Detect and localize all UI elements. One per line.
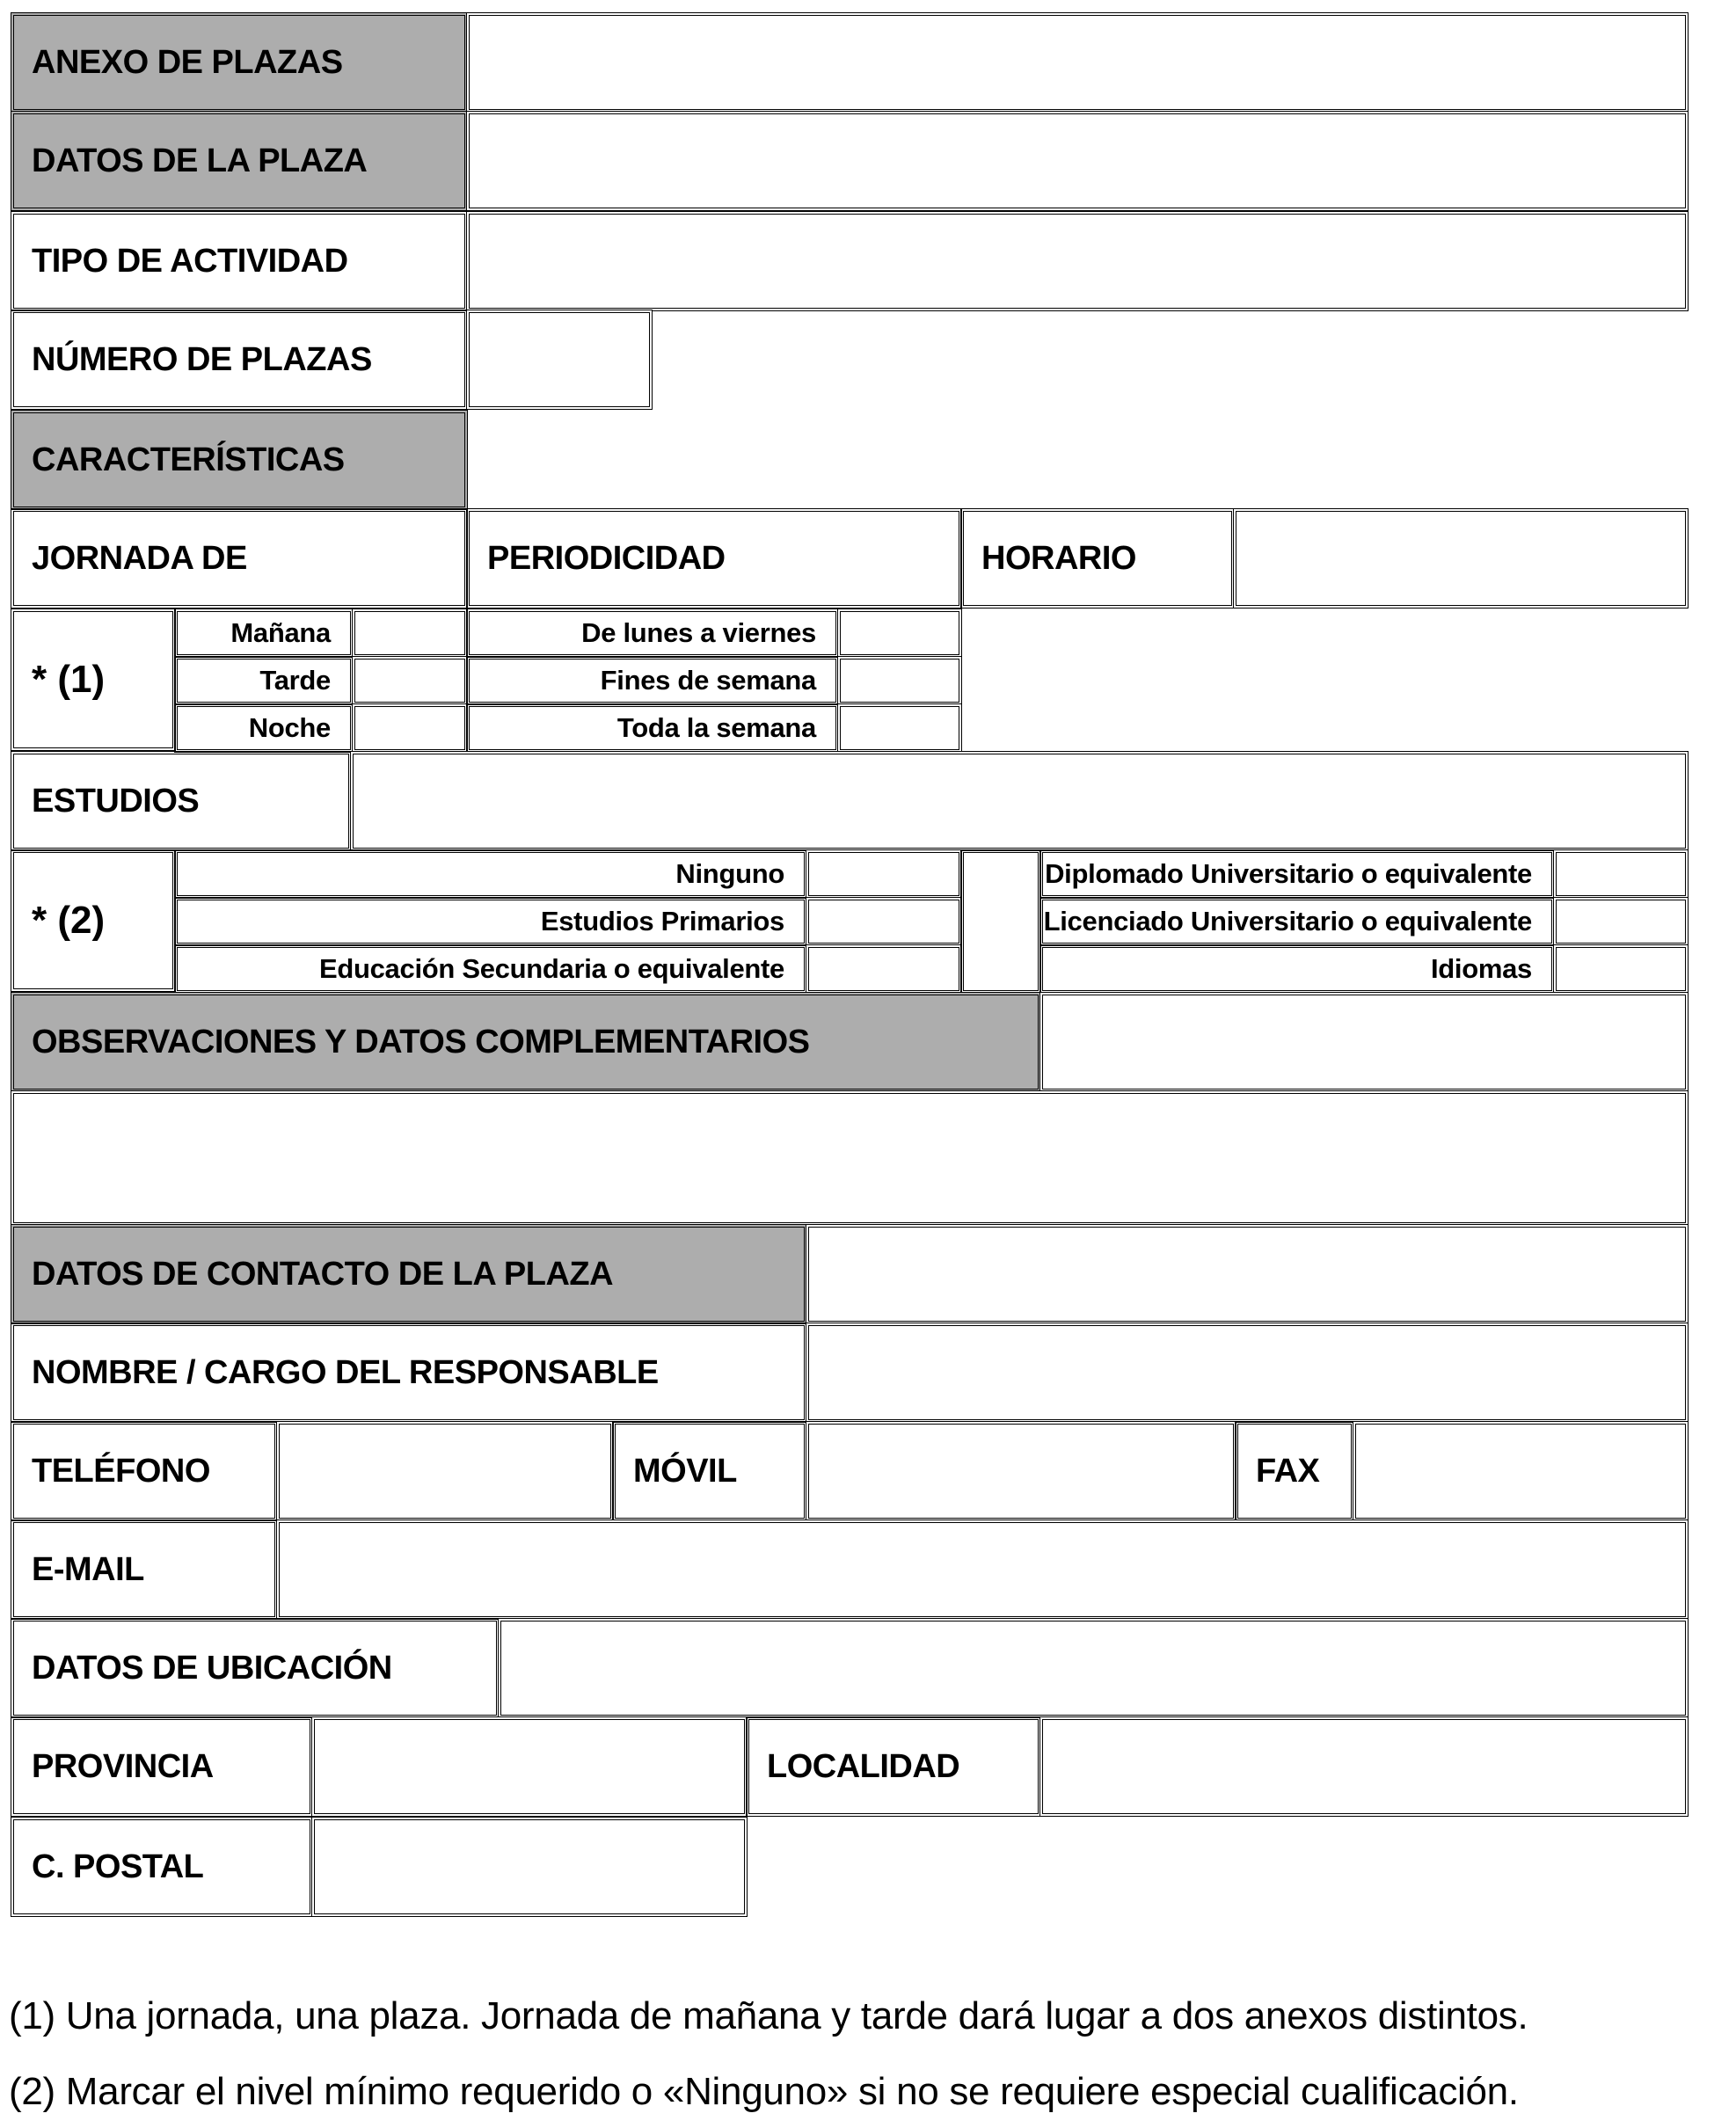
caracteristicas-label: CARACTERÍSTICAS (11, 410, 468, 510)
horario-label: HORARIO (960, 508, 1235, 609)
telefono-field[interactable] (276, 1421, 614, 1521)
estudios-label: ESTUDIOS (11, 751, 352, 851)
responsable-field[interactable] (806, 1323, 1689, 1423)
estudios-secundaria-label: Educación Secundaria o equivalente (174, 944, 807, 994)
periodo-toda-semana-checkbox[interactable] (837, 703, 962, 753)
turno-noche-label: Noche (174, 703, 354, 753)
estudios-idiomas-checkbox[interactable] (1553, 944, 1689, 994)
provincia-field[interactable] (311, 1716, 748, 1817)
observaciones-header-field[interactable] (1039, 992, 1689, 1092)
estudios-ninguno-checkbox[interactable] (806, 849, 962, 899)
estudios-field[interactable] (350, 751, 1689, 851)
ubicacion-label: DATOS DE UBICACIÓN (11, 1618, 500, 1718)
estudios-diplomado-checkbox[interactable] (1553, 849, 1689, 899)
turno-manana-checkbox[interactable] (352, 609, 468, 658)
localidad-label: LOCALIDAD (746, 1716, 1041, 1817)
email-label: E-MAIL (11, 1519, 278, 1620)
ubicacion-field[interactable] (498, 1618, 1689, 1718)
fax-label: FAX (1235, 1421, 1354, 1521)
datos-contacto-field[interactable] (806, 1224, 1689, 1324)
periodicidad-label: PERIODICIDAD (466, 508, 962, 609)
estudios-ninguno-label: Ninguno (174, 849, 807, 899)
datos-plaza-label: DATOS DE LA PLAZA (11, 111, 468, 211)
telefono-label: TELÉFONO (11, 1421, 278, 1521)
fax-field[interactable] (1353, 1421, 1689, 1521)
periodo-lunes-viernes-checkbox[interactable] (837, 609, 962, 658)
tipo-actividad-label: TIPO DE ACTIVIDAD (11, 211, 468, 311)
observaciones-label: OBSERVACIONES Y DATOS COMPLEMENTARIOS (11, 992, 1041, 1092)
movil-field[interactable] (806, 1421, 1236, 1521)
numero-plazas-field[interactable] (466, 310, 653, 410)
turno-noche-checkbox[interactable] (352, 703, 468, 753)
datos-contacto-label: DATOS DE CONTACTO DE LA PLAZA (11, 1224, 807, 1324)
footnote-2: (2) Marcar el nivel mínimo requerido o «Ninguno» si no se requiere especial cualificación. (9, 2070, 1519, 2113)
estudios-spacer (960, 849, 1041, 994)
turno-manana-label: Mañana (174, 609, 354, 658)
estudios-licenciado-label: Licenciado Universitario o equivalente (1039, 897, 1555, 946)
turno-tarde-checkbox[interactable] (352, 656, 468, 705)
horario-field[interactable] (1233, 508, 1689, 609)
estudios-licenciado-checkbox[interactable] (1553, 897, 1689, 946)
estudios-idiomas-label: Idiomas (1039, 944, 1555, 994)
postal-label: C. POSTAL (11, 1817, 313, 1917)
movil-label: MÓVIL (612, 1421, 807, 1521)
provincia-label: PROVINCIA (11, 1716, 313, 1817)
postal-field[interactable] (311, 1817, 748, 1917)
jornada-de-label: JORNADA DE (11, 508, 468, 609)
footnote-marker-1: * (1) (11, 609, 176, 751)
footnote-marker-2: * (2) (11, 849, 176, 992)
datos-plaza-field[interactable] (466, 111, 1689, 211)
estudios-primarios-checkbox[interactable] (806, 897, 962, 946)
localidad-field[interactable] (1039, 1716, 1689, 1817)
estudios-diplomado-label: Diplomado Universitario o equivalente (1039, 849, 1555, 899)
footnote-1: (1) Una jornada, una plaza. Jornada de mañana y tarde dará lugar a dos anexos distintos. (9, 1994, 1528, 2037)
email-field[interactable] (276, 1519, 1689, 1620)
periodo-toda-semana-label: Toda la semana (466, 703, 839, 753)
numero-plazas-label: NÚMERO DE PLAZAS (11, 310, 468, 410)
anexo-plazas-field[interactable] (466, 12, 1689, 113)
observaciones-field[interactable] (11, 1090, 1689, 1226)
estudios-primarios-label: Estudios Primarios (174, 897, 807, 946)
periodo-fines-semana-checkbox[interactable] (837, 656, 962, 705)
estudios-secundaria-checkbox[interactable] (806, 944, 962, 994)
periodo-lunes-viernes-label: De lunes a viernes (466, 609, 839, 658)
responsable-label: NOMBRE / CARGO DEL RESPONSABLE (11, 1323, 807, 1423)
anexo-plazas-label: ANEXO DE PLAZAS (11, 12, 468, 113)
periodo-fines-semana-label: Fines de semana (466, 656, 839, 705)
turno-tarde-label: Tarde (174, 656, 354, 705)
tipo-actividad-field[interactable] (466, 211, 1689, 311)
